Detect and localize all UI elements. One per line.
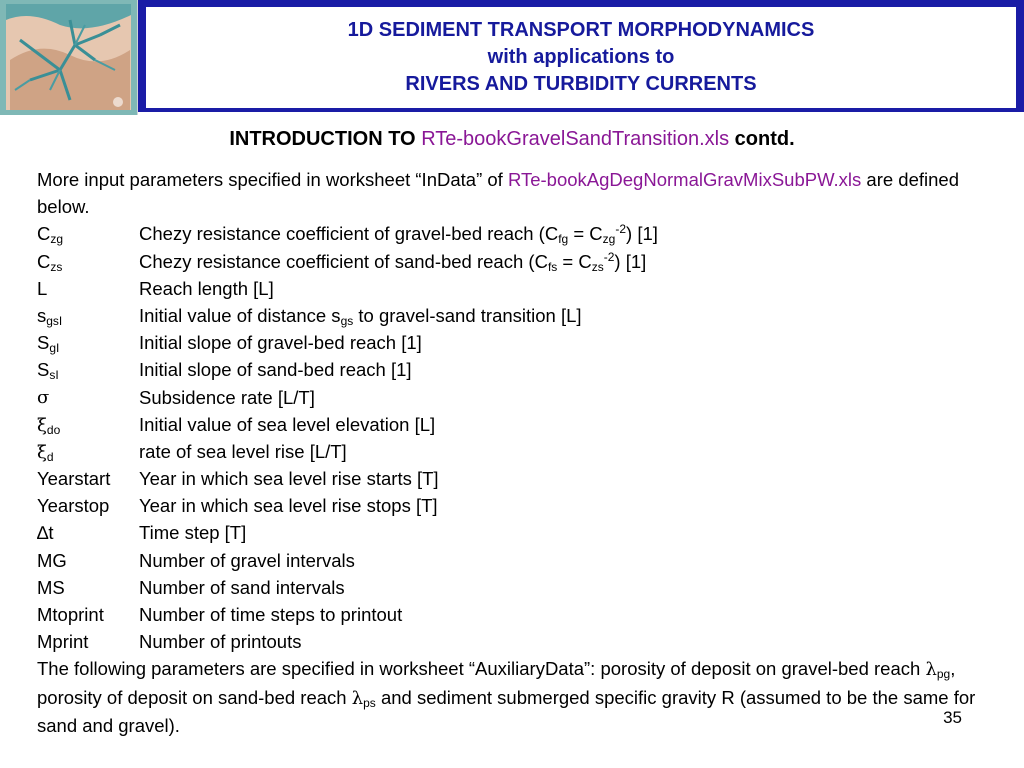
header-title <box>146 17 1016 98</box>
header-line-2: with applications to <box>487 46 675 68</box>
page-number: 35 <box>943 708 962 727</box>
def-symbol: Mprint <box>37 631 89 653</box>
def-description: Initial slope of sand-bed reach [1] <box>139 359 412 381</box>
header-line-3: RIVERS AND TURBIDITY CURRENTS <box>405 73 757 95</box>
def-symbol: Mtoprint <box>37 604 104 626</box>
def-row-sgi <box>37 329 997 356</box>
def-symbol: $C_{zg}$ <box>37 223 64 247</box>
river-delta-icon <box>0 0 137 115</box>
def-row-mg <box>37 547 997 574</box>
def-symbol: $s_{gsI}$ <box>37 304 63 328</box>
def-symbol: $S_{gI}$ <box>37 332 60 356</box>
subtitle-prefix: INTRODUCTION TO <box>229 128 422 150</box>
def-row-xid <box>37 438 997 465</box>
def-row-czg <box>37 220 997 247</box>
def-symbol: MS <box>37 576 65 598</box>
def-symbol: σ <box>37 386 50 408</box>
def-description: rate of sea level rise [L/T] <box>139 440 347 462</box>
def-description: Time step [T] <box>139 522 247 544</box>
subtitle-file: RTe-bookGravelSandTransition.xls <box>421 128 730 150</box>
subtitle-suffix: contd. <box>729 128 795 150</box>
def-symbol: Yearstart <box>37 468 111 490</box>
def-description: Number of sand intervals <box>139 576 345 598</box>
def-description: Initial value of sea level elevation [L] <box>139 413 436 435</box>
def-row-l <box>37 275 997 302</box>
def-description: Initial slope of gravel-bed reach [1] <box>139 332 422 354</box>
def-row-xido <box>37 411 997 438</box>
def-row-dt <box>37 519 997 546</box>
def-row-sigma <box>37 384 997 411</box>
river-delta-image <box>0 0 138 115</box>
def-row-sgsi <box>37 302 997 329</box>
intro-text-2: are defined below. <box>37 169 959 218</box>
def-symbol: $C_{zs}$ <box>37 250 63 274</box>
header-line-1: 1D SEDIMENT TRANSPORT MORPHODYNAMICS <box>347 19 815 41</box>
definition-list <box>37 220 997 655</box>
slide-body <box>37 166 997 739</box>
def-description: Chezy resistance coefficient of sand-bed reach $(C_{fs} = C_{zs}^{-2})$ [1] <box>139 249 647 274</box>
intro-text-1: More input parameters specified in worksheet “InData” of <box>37 169 508 190</box>
def-description: Year in which sea level rise stops [T] <box>139 495 438 517</box>
closing-paragraph: The following parameters are specified in worksheet “AuxiliaryData”: porosity of deposit on gravel-bed reach $\lambda_{pg}$, porosity of deposit on sand-bed reach $\lambda_{ps}$ and sediment submerged specific gravity R (assumed to be the same for sand and gravel). <box>37 658 976 736</box>
def-description: Year in which sea level rise starts [T] <box>139 468 439 490</box>
def-row-mtoprint <box>37 601 997 628</box>
def-symbol: $\xi_{do}$ <box>37 414 61 437</box>
intro-paragraph <box>37 166 997 220</box>
def-description: Initial value of distance $s_{gs}$ to gravel-sand transition [L] <box>139 304 582 328</box>
def-row-mprint <box>37 628 997 655</box>
def-symbol: L <box>37 277 48 299</box>
def-description: Number of time steps to printout <box>139 604 403 626</box>
def-description: Chezy resistance coefficient of gravel-bed reach $(C_{fg} = C_{zg}^{-2})$ [1] <box>139 222 658 247</box>
def-row-yearstart <box>37 465 997 492</box>
def-row-yearstop <box>37 492 997 519</box>
def-row-ssi <box>37 356 997 383</box>
def-description: Number of printouts <box>139 631 302 653</box>
def-description: Number of gravel intervals <box>139 549 355 571</box>
def-description: Reach length [L] <box>139 277 274 299</box>
def-symbol: ∆t <box>37 522 54 544</box>
intro-file: RTe-bookAgDegNormalGravMixSubPW.xls <box>507 169 862 190</box>
def-symbol: $\xi_d$ <box>37 441 54 464</box>
def-description: Subsidence rate [L/T] <box>139 386 315 408</box>
def-row-czs <box>37 248 997 275</box>
header-title-box <box>146 7 1016 108</box>
slide-subtitle <box>0 128 1024 151</box>
header-banner <box>138 0 1024 112</box>
def-row-ms <box>37 574 997 601</box>
def-symbol: Yearstop <box>37 495 110 517</box>
def-symbol: MG <box>37 549 67 571</box>
def-symbol: $S_{sI}$ <box>37 359 59 383</box>
